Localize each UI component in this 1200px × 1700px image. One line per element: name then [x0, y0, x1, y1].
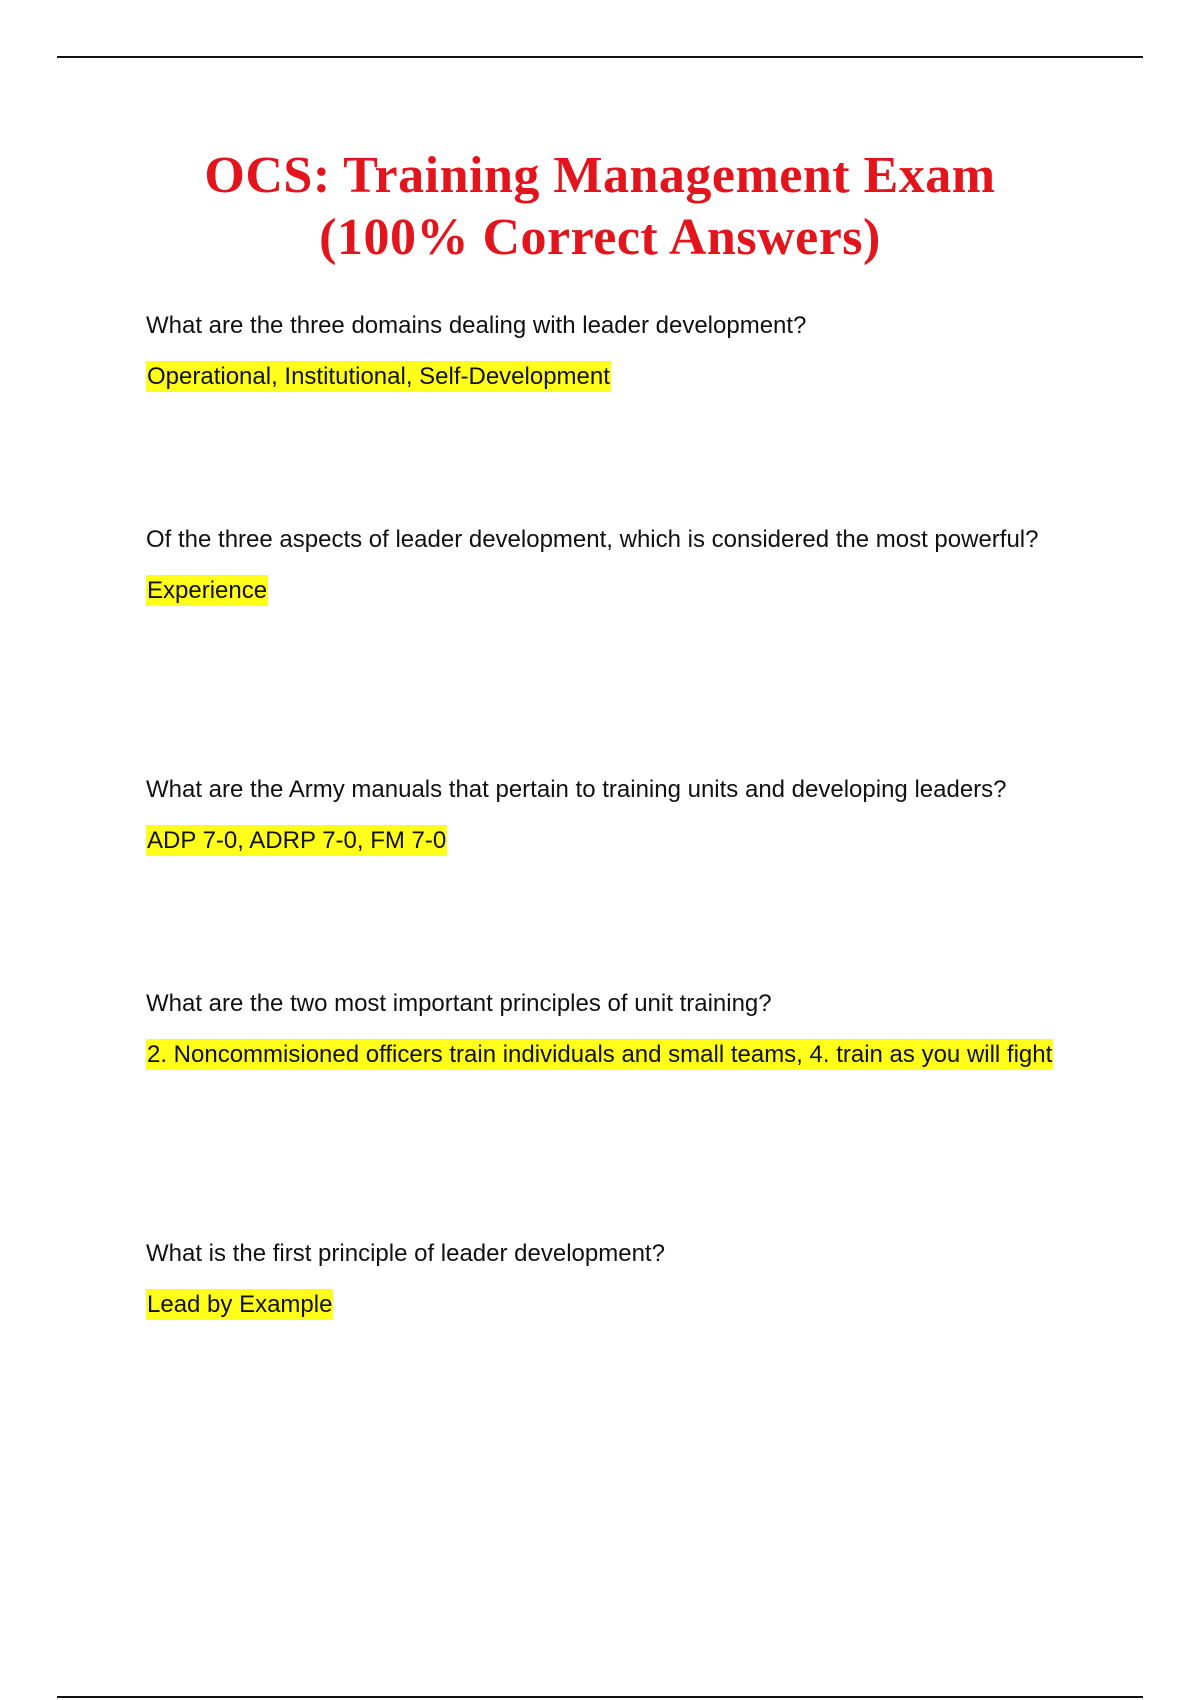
- answer-highlight: Operational, Institutional, Self-Development: [147, 363, 610, 390]
- question-text: Of the three aspects of leader development, which is considered the most powerful?: [146, 526, 1039, 553]
- answer-highlight: 2. Noncommisioned officers train individuals and small teams, 4. train as you will fight: [147, 1041, 1053, 1068]
- title-line-1: OCS: Training Management Exam: [204, 147, 996, 204]
- qa-item: [146, 308, 1090, 396]
- question-text: What are the three domains dealing with leader development?: [146, 312, 807, 339]
- question-text: What is the first principle of leader development?: [146, 1240, 665, 1267]
- answer-highlight: Lead by Example: [147, 1291, 333, 1318]
- qa-item: [146, 522, 1090, 610]
- answer-text: [146, 822, 1090, 860]
- qa-item: [146, 986, 1090, 1074]
- bottom-rule: [57, 1696, 1143, 1698]
- top-rule: [57, 56, 1143, 58]
- answer-text: [146, 358, 1090, 396]
- qa-item: [146, 1236, 1090, 1324]
- answer-highlight: Experience: [147, 577, 268, 604]
- answer-text: [146, 572, 1090, 610]
- answer-text: [146, 1286, 1090, 1324]
- question-text: What are the Army manuals that pertain to training units and developing leaders?: [146, 776, 1007, 803]
- question-text: What are the two most important principles of unit training?: [146, 990, 772, 1017]
- answer-text: [146, 1036, 1090, 1074]
- qa-item: [146, 772, 1090, 860]
- answer-highlight: ADP 7-0, ADRP 7-0, FM 7-0: [147, 827, 447, 854]
- title-line-2: (100% Correct Answers): [319, 209, 881, 266]
- document-title: [0, 145, 1200, 269]
